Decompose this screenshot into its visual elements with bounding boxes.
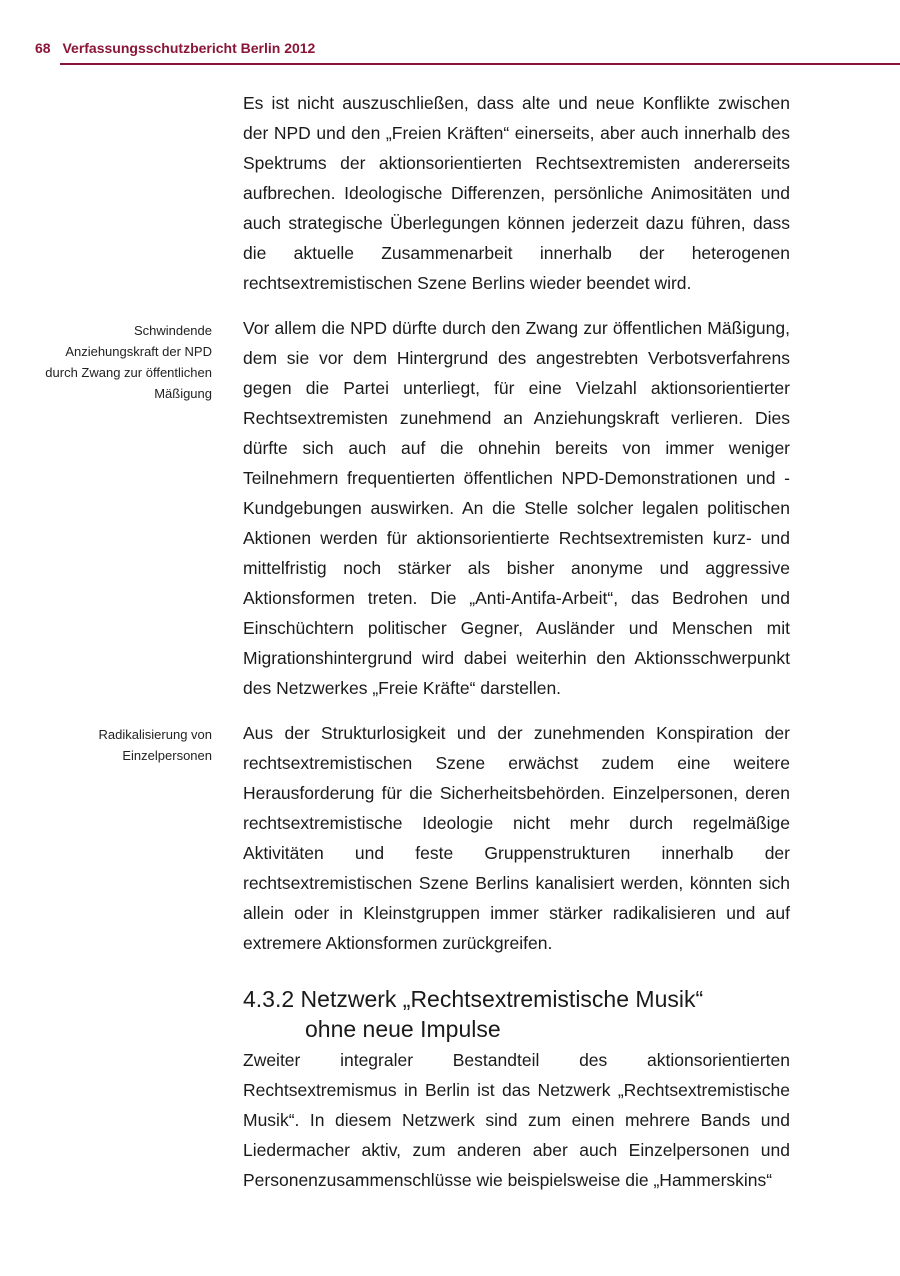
- section-heading-line2: ohne neue Impulse: [305, 1016, 501, 1042]
- page-header: [35, 40, 315, 56]
- section-heading-line1: 4.3.2 Netzwerk „Rechtsextremistische Musik“: [243, 986, 704, 1012]
- paragraph-conflicts: Es ist nicht auszuschließen, dass alte und neue Konflikte zwischen der NPD und den „Freien Kräften“ einerseits, aber auch innerhalb des Spektrums der aktionsorientierten Rechtsextremisten andererseits aufbrechen. Ideologische Differenzen, persönliche Animositäten und auch strategische Überlegungen können jederzeit dazu führen, dass die aktuelle Zusammenarbeit innerhalb der heterogenen rechtsextremistischen Szene Berlins wieder beendet wird.: [243, 93, 790, 293]
- page-number: 68: [35, 40, 51, 56]
- margin-note-attraction: Schwindende Anziehungskraft der NPD durch Zwang zur öffentlichen Mäßigung: [45, 323, 212, 401]
- header-rule: [60, 63, 900, 65]
- paragraph-npd-moderation: Vor allem die NPD dürfte durch den Zwang zur öffentlichen Mäßigung, dem sie vor dem Hintergrund des angestrebten Verbotsverfahrens gegen die Partei unterliegt, für eine Vielzahl aktionsorientierter Rechtsextremisten zunehmend an Anziehungskraft verlieren. Dies dürfte sich auch auf die ohnehin bereits von immer weniger Teilnehmern frequentierten öffentlichen NPD-Demonstrationen und -Kundgebungen auswirken. An die Stelle solcher legalen politischen Aktionen werden für aktionsorientierte Rechtsextremisten kurz- und mittelfristig noch stärker als bisher anonyme und aggressive Aktionsformen treten. Die „Anti-Antifa-Arbeit“, das Bedrohen und Einschüchtern politischer Gegner, Ausländer und Menschen mit Migrationshintergrund wird dabei weiterhin den Aktionsschwerpunkt des Netzwerkes „Freie Kräfte“ darstellen.: [243, 318, 790, 698]
- section-heading: [243, 984, 790, 1044]
- paragraph-radicalization: Aus der Strukturlosigkeit und der zunehmenden Konspiration der rechtsextremistischen Szene erwächst zudem eine weitere Herausforderung für die Sicherheitsbehörden. Einzelpersonen, deren rechtsextremistische Ideologie nicht mehr durch regelmäßige Aktivitäten und feste Gruppenstrukturen innerhalb der rechtsextremistischen Szene Berlins kanalisiert werden, könnten sich allein oder in Kleinstgruppen immer stärker radikalisieren und auf extremere Aktionsformen zurückgreifen.: [243, 723, 790, 953]
- margin-note-radicalization: Radikalisierung von Einzelpersonen: [98, 727, 212, 763]
- report-title: Verfassungsschutzbericht Berlin 2012: [62, 40, 316, 56]
- paragraph-music-network: Zweiter integraler Bestandteil des aktionsorientierten Rechtsextremismus in Berlin ist das Netzwerk „Rechtsextremistische Musik“. In diesem Netzwerk sind zum einen mehrere Bands und Liedermacher aktiv, zum anderen aber auch Einzelpersonen und Personenzusammenschlüsse wie beispielsweise die „Hammerskins“: [243, 1050, 790, 1190]
